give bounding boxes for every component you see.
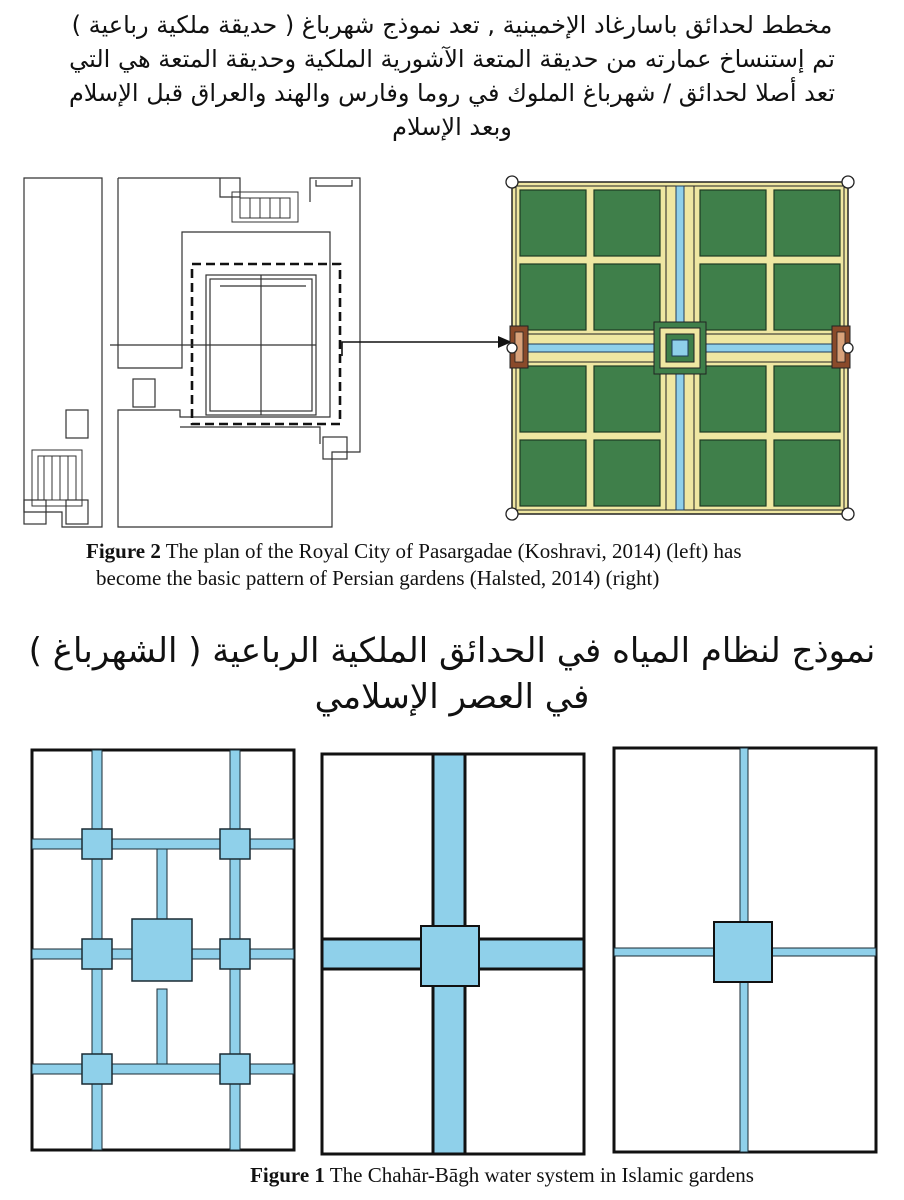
thin-channel-diagram: [612, 746, 878, 1156]
intro-text: [0, 8, 904, 144]
wide-channel-diagram: [320, 752, 588, 1158]
intro-line-4: وبعد الإسلام: [392, 113, 512, 141]
pasargadae-plan: [20, 172, 370, 530]
water-system-heading: [0, 628, 904, 720]
heading-line-1: نموذج لنظام المياه في الحدائق الملكية الرباعية ( الشهرباغ ): [28, 631, 876, 671]
water-grid-diagram: [30, 748, 298, 1158]
figure-1-caption: [0, 1162, 904, 1189]
figure-2-caption: [86, 538, 896, 592]
persian-garden-plan: [502, 172, 858, 524]
figure-2-caption-text: The plan of the Royal City of Pasargadae (Koshravi, 2014) (left) has: [160, 539, 742, 563]
intro-line-1: مخطط لحدائق باسارغاد الإخمينية , تعد نموذج شهرباغ ( حديقة ملكية رباعية ): [71, 11, 833, 39]
figure-2-label: Figure 2: [86, 539, 161, 563]
connector-arrow: [340, 330, 520, 360]
intro-line-2: تم إستنساخ عمارته من حديقة المتعة الآشورية الملكية وحديقة المتعة هي التي: [69, 45, 835, 73]
heading-line-2: في العصر الإسلامي: [314, 677, 590, 717]
figure-2-caption-line-2: become the basic pattern of Persian gardens (Halsted, 2014) (right): [96, 566, 660, 590]
figure-1-caption-text: The Chahār-Bāgh water system in Islamic gardens: [324, 1163, 754, 1187]
intro-line-3: تعد أصلا لحدائق / شهرباغ الملوك في روما وفارس والهند والعراق قبل الإسلام: [68, 79, 836, 107]
figure-1-label: Figure 1: [250, 1163, 325, 1187]
